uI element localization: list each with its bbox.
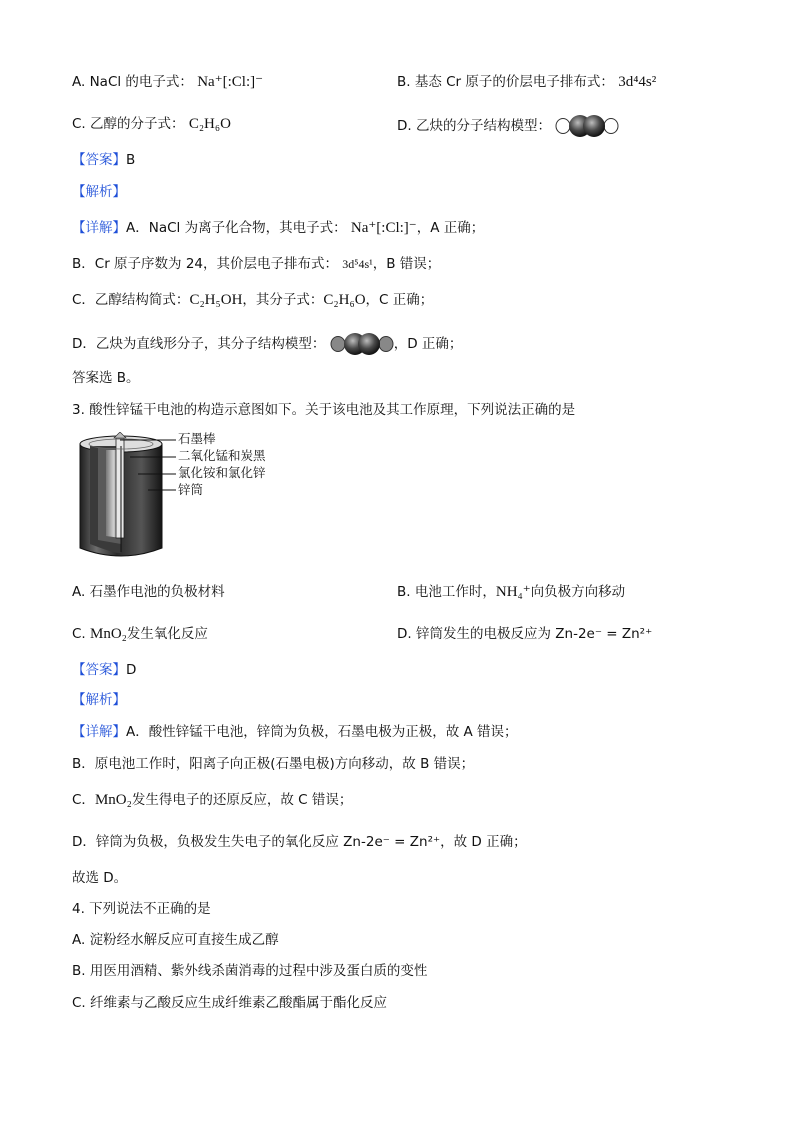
diagram-callout-lines bbox=[120, 432, 180, 522]
q3-analysis-tag bbox=[72, 690, 126, 710]
label-graphite-rod: 石墨棒 bbox=[178, 431, 216, 446]
q2-option-c bbox=[72, 114, 231, 134]
q2-conclusion: 答案选 B。 bbox=[72, 370, 140, 386]
q2-detail-tag: 【详解】 bbox=[72, 220, 126, 236]
q3-option-b-formula: NH₄⁺ bbox=[495, 584, 531, 600]
q2-option-d-label: D. 乙炔的分子结构模型： bbox=[397, 118, 551, 134]
q2-detail-b-text: B．Cr 原子序数为 24，其价层电子排布式： bbox=[72, 256, 338, 272]
q3-option-c-text2: 发生氧化反应 bbox=[126, 626, 208, 642]
q2-detail-c bbox=[72, 290, 433, 310]
q3-analysis-label: 【解析】 bbox=[72, 692, 126, 708]
q4-option-b: B. 用医用酒精、紫外线杀菌消毒的过程中涉及蛋白质的变性 bbox=[72, 963, 428, 979]
q3-detail-a bbox=[72, 722, 518, 742]
q2-detail-b-formula: 3d⁵4s¹ bbox=[342, 257, 373, 271]
q2-option-b-label: B. 基态 Cr 原子的价层电子排布式： bbox=[397, 74, 614, 90]
q3-detail-a-text: A．酸性锌锰干电池，锌筒为负极，石墨电极为正极，故 A 错误； bbox=[126, 724, 518, 740]
q3-detail-c-prefix: C． bbox=[72, 792, 95, 808]
q2-detail-c-text1: C．乙醇结构简式： bbox=[72, 292, 190, 308]
label-zinc-can: 锌筒 bbox=[178, 482, 204, 497]
q2-option-d bbox=[397, 114, 619, 138]
q2-detail-c-text2: ，其分子式： bbox=[242, 292, 324, 308]
q2-option-a-label: A. NaCl 的电子式： bbox=[72, 74, 193, 90]
q3-option-b bbox=[397, 582, 625, 602]
q3-detail-c bbox=[72, 790, 352, 810]
q3-answer bbox=[72, 660, 136, 680]
q2-option-c-label: C. 乙醇的分子式： bbox=[72, 116, 185, 132]
q2-answer bbox=[72, 150, 135, 170]
q3-option-c-text1: C. bbox=[72, 626, 91, 642]
q4-stem: 4. 下列说法不正确的是 bbox=[72, 901, 211, 917]
q2-option-c-formula: C₂H₆O bbox=[188, 116, 231, 132]
q2-detail-a-text: A．NaCl 为离子化合物，其电子式： bbox=[126, 220, 347, 236]
q2-answer-tag: 【答案】 bbox=[72, 152, 126, 168]
q3-option-d: D. 锌筒发生的电极反应为 Zn-2e⁻ = Zn²⁺ bbox=[397, 626, 653, 642]
q2-detail-c-formula1: C₂H₅OH bbox=[189, 292, 243, 308]
q3-conclusion: 故选 D。 bbox=[72, 870, 128, 886]
q3-option-a: A. 石墨作电池的负极材料 bbox=[72, 584, 225, 600]
q3-option-b-text1: B. 电池工作时， bbox=[397, 584, 496, 600]
q3-detail-b: B．原电池工作时，阳离子向正极(石墨电极)方向移动，故 B 错误； bbox=[72, 756, 475, 772]
q2-detail-d bbox=[72, 332, 462, 356]
q4-option-c: C. 纤维素与乙酸反应生成纤维素乙酸酯属于酯化反应 bbox=[72, 995, 388, 1011]
q3-detail-tag: 【详解】 bbox=[72, 724, 126, 740]
q2-option-b bbox=[397, 72, 656, 92]
q2-detail-a-end: ，A 正确； bbox=[416, 220, 485, 236]
q3-option-c bbox=[72, 624, 208, 644]
q3-option-c-formula: MnO₂ bbox=[90, 626, 127, 642]
q2-analysis-label: 【解析】 bbox=[72, 184, 126, 200]
q2-option-a-formula: Na⁺[:Cl:]⁻ bbox=[197, 74, 264, 90]
q3-detail-d: D．锌筒为负极，负极发生失电子的氧化反应 Zn-2e⁻ = Zn²⁺，故 D 正确； bbox=[72, 834, 527, 850]
q2-analysis-tag bbox=[72, 182, 126, 202]
q3-detail-c-text: 发生得电子的还原反应，故 C 错误； bbox=[131, 792, 353, 808]
q2-answer-value: B bbox=[126, 152, 136, 168]
acetylene-model-icon bbox=[330, 332, 394, 356]
q3-stem: 3. 酸性锌锰干电池的构造示意图如下。关于该电池及其工作原理，下列说法正确的是 bbox=[72, 402, 576, 418]
q2-detail-a-formula: Na⁺[:Cl:]⁻ bbox=[350, 220, 417, 236]
q4-option-a: A. 淀粉经水解反应可直接生成乙醇 bbox=[72, 932, 279, 948]
q2-option-b-formula: 3d⁴4s² bbox=[618, 74, 657, 90]
q2-detail-d-end: ，D 正确； bbox=[393, 336, 463, 352]
q3-detail-c-formula: MnO₂ bbox=[94, 792, 132, 808]
acetylene-model-icon bbox=[555, 114, 619, 138]
q2-detail-b bbox=[72, 254, 440, 274]
q2-detail-d-text: D．乙炔为直线形分子，其分子结构模型： bbox=[72, 336, 326, 352]
q2-detail-a bbox=[72, 218, 484, 238]
q3-option-b-text2: 向负极方向移动 bbox=[530, 584, 626, 600]
q2-detail-c-formula2: C₂H₆O bbox=[323, 292, 366, 308]
q3-answer-value: D bbox=[126, 662, 137, 678]
q2-detail-b-end: ，B 错误； bbox=[372, 256, 441, 272]
q2-option-a bbox=[72, 72, 263, 92]
q2-detail-c-end: ，C 正确； bbox=[365, 292, 434, 308]
q3-answer-tag: 【答案】 bbox=[72, 662, 126, 678]
label-nh4cl-zncl2: 氯化铵和氯化锌 bbox=[178, 465, 266, 480]
label-mno2-carbon: 二氧化锰和炭黑 bbox=[178, 448, 266, 463]
